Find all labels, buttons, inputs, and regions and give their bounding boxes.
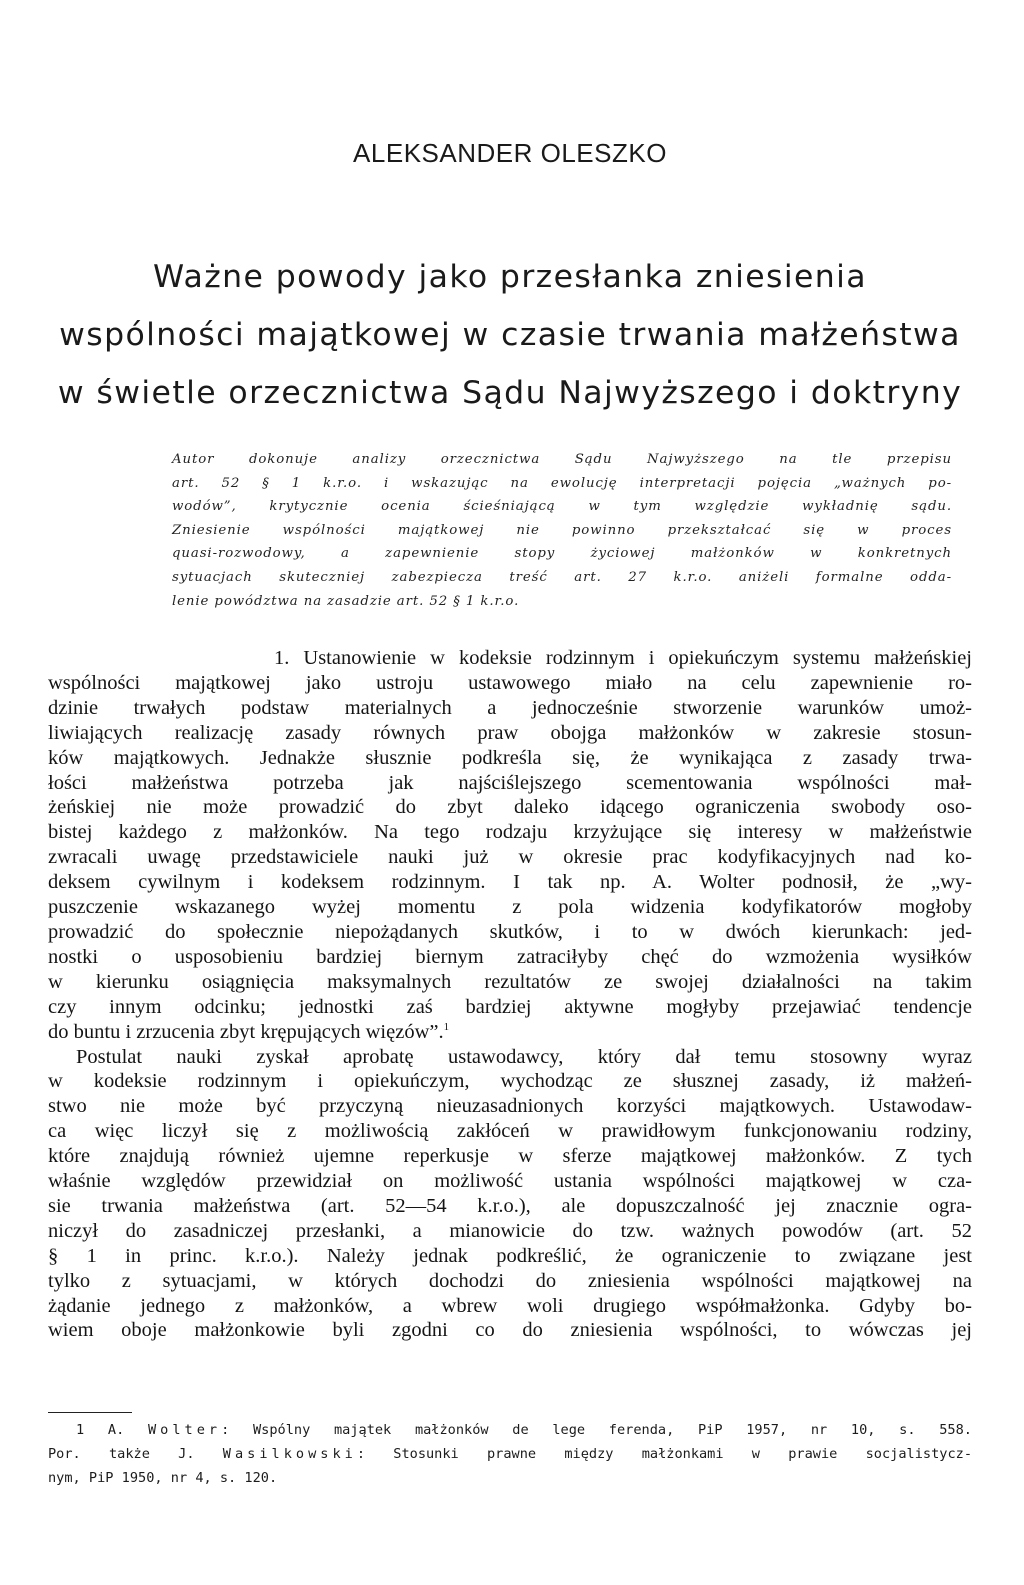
body-line: zwracali uwagę przedstawiciele nauki już w okresie prac kodyfikacyjnych nad ko-: [48, 846, 972, 869]
body-line: ków majątkowych. Jednakże słusznie podkreśla się, że wynikająca z zasady trwa-: [48, 746, 972, 769]
footnote-line: [48, 1442, 972, 1466]
footnote-line: [48, 1418, 972, 1442]
body-line: nostki o usposobieniu bardziej biernym zatraciłyby chęć do wzmożenia wysiłków: [48, 945, 972, 968]
body-line: czy innym odcinku; jednostki zaś bardziej aktywne mogłyby przejawiać tendencje: [48, 995, 972, 1018]
footnotes: [48, 1418, 972, 1490]
author-name: ALEKSANDER OLESZKO: [353, 138, 667, 168]
body-line: 1. Ustanowienie w kodeksie rodzinnym i opiekuńczym systemu małżeńskiej: [274, 647, 972, 669]
body-line: właśnie względów przewidział on możliwość ustania wspólności majątkowej w cza-: [48, 1170, 972, 1193]
body-line: sie trwania małżeństwa (art. 52—54 k.r.o.), ale dopuszczalność jej znacznie ogra-: [48, 1194, 972, 1217]
body-line: stwo nie może być przyczyną nieuzasadnionych korzyści majątkowych. Ustawodaw-: [48, 1095, 972, 1118]
body-line: niczył do zasadniczej przesłanki, a mianowicie do tzw. ważnych powodów (art. 52: [48, 1219, 972, 1242]
body-line: w kodeksie rodzinnym i opiekuńczym, wychodząc ze słusznej zasady, iż małżeń-: [48, 1070, 972, 1093]
body-line: żądanie jednego z małżonków, a wbrew woli drugiego współmałżonka. Gdyby bo-: [48, 1294, 972, 1317]
abstract-line: lenie powództwa na zasadzie art. 52 § 1 k.r.o.: [172, 593, 520, 609]
body-line: § 1 in princ. k.r.o.). Należy jednak podkreślić, że ograniczenie to związane jest: [48, 1244, 972, 1267]
body-line: które znajdują również ujemne reperkusje w sferze majątkowej małżonków. Z tych: [48, 1145, 972, 1168]
abstract-line: sytuacjach skuteczniej zabezpiecza treść art. 27 k.r.o. aniżeli formalne odda-: [172, 569, 952, 585]
body-text: [48, 646, 972, 1343]
body-line: łości małżeństwa potrzeba jak najściślejszego scementowania wspólności mał-: [48, 771, 972, 794]
abstract-line: art. 52 § 1 k.r.o. i wskazując na ewolucję interpretacji pojęcia „ważnych po-: [172, 475, 952, 491]
body-line: [48, 1020, 972, 1045]
body-line: wiem oboje małżonkowie byli zgodni co do zniesienia wspólności, to wówczas jej: [48, 1319, 972, 1342]
body-line: dzinie trwałych podstaw materialnych a jednocześnie stworzenie warunków umoż-: [48, 696, 972, 719]
abstract: [172, 448, 952, 613]
footnote-author: Wasilkowski: [222, 1446, 357, 1462]
abstract-line: Zniesienie wspólności majątkowej nie powinno przekształcać się w proces: [172, 522, 952, 538]
title-line: wspólności majątkowej w czasie trwania małżeństwa: [59, 317, 961, 353]
abstract-line: quasi-rozwodowy, a zapewnienie stopy życiowej małżonków w konkretnych: [172, 546, 952, 562]
body-line: Postulat nauki zyskał aprobatę ustawodawcy, który dał temu stosowny wyraz: [76, 1045, 972, 1068]
title-line: Ważne powody jako przesłanka zniesienia: [152, 259, 868, 295]
body-line: liwiających realizację zasady równych praw obojga małżonków w zakresie stosun-: [48, 721, 972, 744]
body-line: deksem cywilnym i kodeksem rodzinnym. I tak np. A. Wolter podnosił, że „wy-: [48, 871, 972, 894]
body-line: prowadzić do społecznie niepożądanych skutków, i to w dwóch kierunkach: jed-: [48, 920, 972, 943]
body-line: bistej każdego z małżonków. Na tego rodzaju krzyżujące się interesy w małżeństwie: [48, 821, 972, 844]
footnote-marker: 1: [443, 1020, 450, 1033]
footnote-number: 1: [76, 1422, 85, 1438]
footnote-text: A.: [107, 1422, 148, 1438]
article-title: [48, 248, 972, 422]
footnote-line: nym, PiP 1950, nr 4, s. 120.: [48, 1470, 278, 1486]
body-line: żeńskiej nie może prowadzić do zbyt daleko idącego ograniczenia swobody oso-: [48, 796, 972, 819]
footnote-text: Por. także J.: [48, 1446, 223, 1462]
title-line: w świetle orzecznictwa Sądu Najwyższego i doktryny: [57, 375, 963, 411]
body-line: ca więc liczył się z możliwością zakłóceń w prawidłowym funkcjonowaniu rodziny,: [48, 1120, 972, 1143]
abstract-line: Autor dokonuje analizy orzecznictwa Sądu Najwyższego na tle przepisu: [172, 452, 952, 467]
abstract-line: wodów”, krytycznie ocenia ścieśniającą w tym względzie wykładnię sądu.: [172, 499, 952, 515]
body-line: tylko z sytuacjami, w których dochodzi do zniesienia wspólności majątkowej na: [48, 1269, 972, 1292]
body-line: puszczenie wskazanego wyżej momentu z pola widzenia kodyfikatorów mogłoby: [48, 896, 972, 919]
body-line-text: do buntu i zrzucenia zbyt krępujących więzów”.: [48, 1020, 444, 1043]
footnote-text: : Stosunki prawne między małżonkami w prawie socjalistycz-: [356, 1446, 972, 1462]
body-line: w kierunku osiągnięcia maksymalnych rezultatów ze swojej działalności na takim: [48, 970, 972, 993]
footnote-text: : Wspólny majątek małżonków de lege ferenda, PiP 1957, nr 10, s. 558.: [221, 1422, 972, 1438]
body-line: wspólności majątkowej jako ustroju ustawowego miało na celu zapewnienie ro-: [48, 671, 972, 694]
footnote-divider: [48, 1412, 132, 1413]
footnote-author: Wolter: [147, 1422, 222, 1438]
